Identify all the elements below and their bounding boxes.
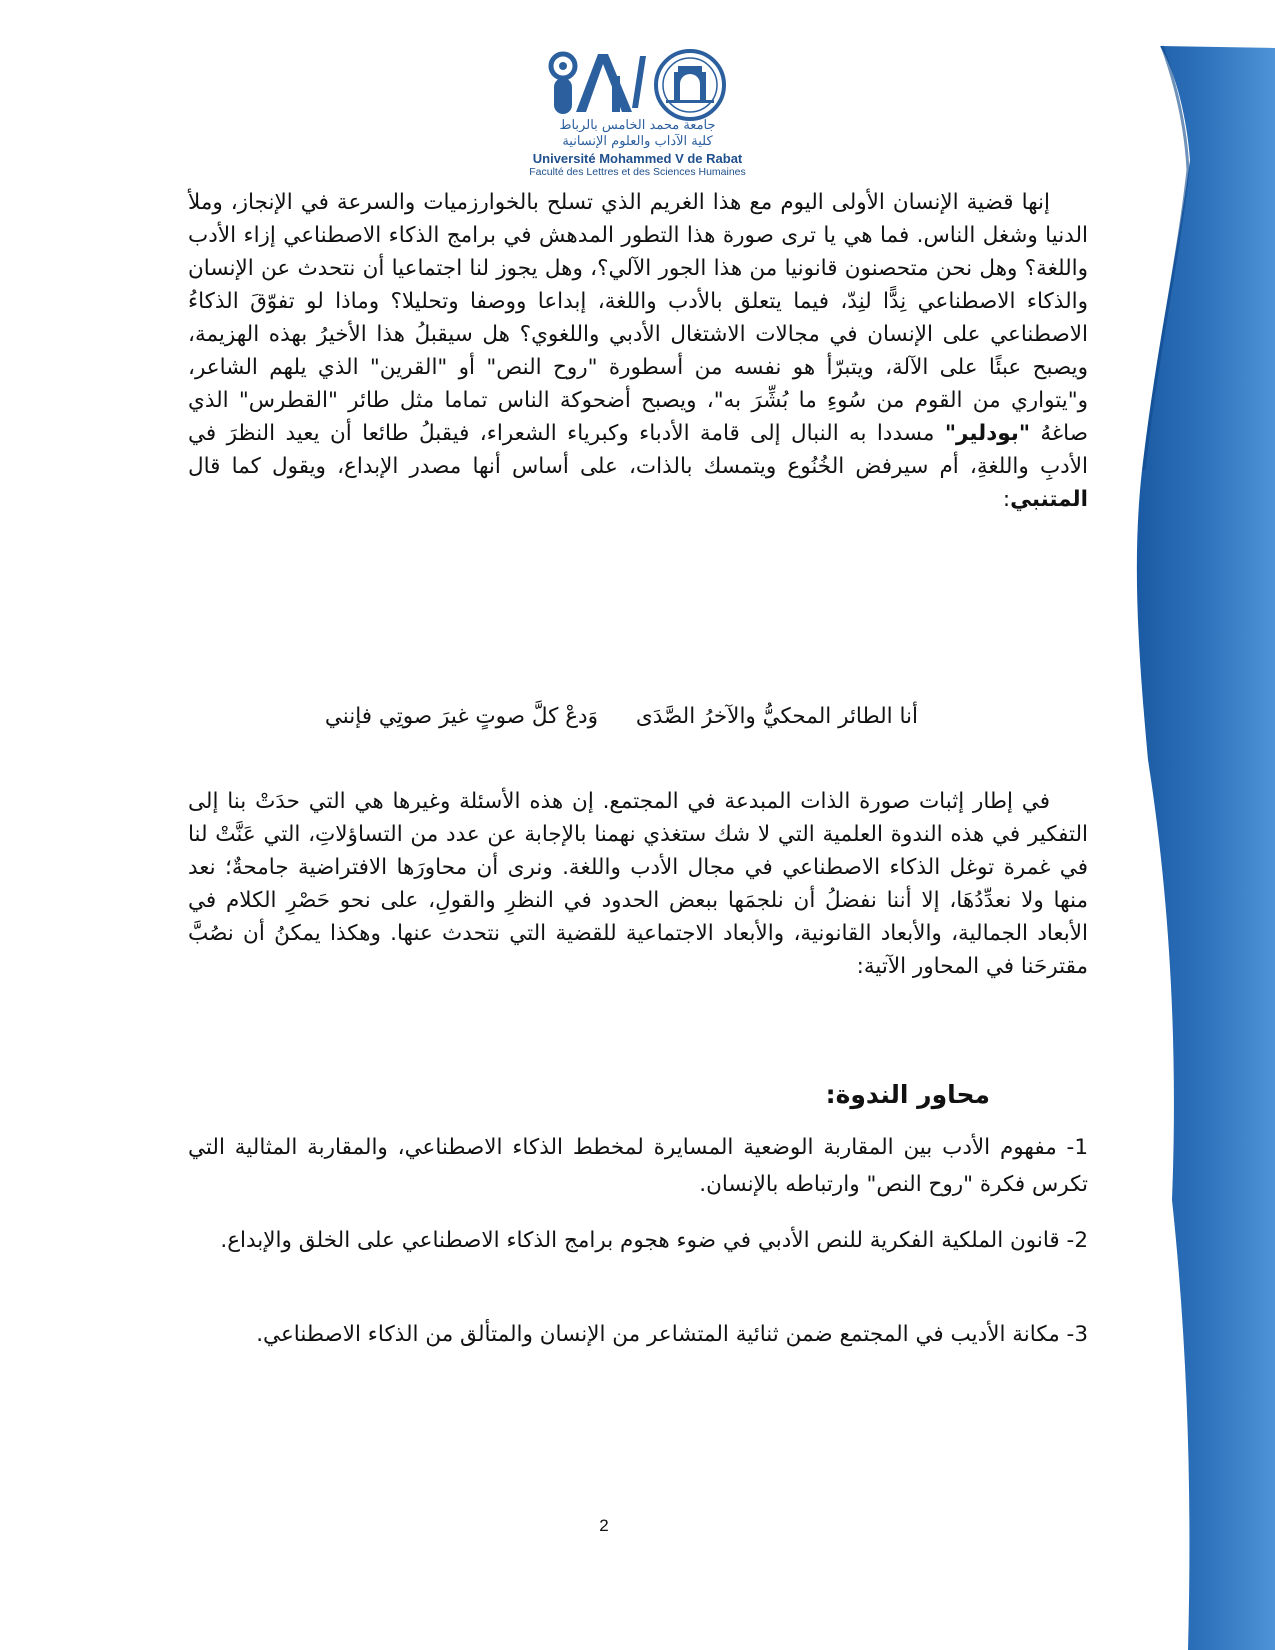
verse-second-hemistich: وَدعْ كلَّ صوتٍ غيرَ صوتِي فإنني [324, 704, 598, 729]
section-title: محاور الندوة: [825, 1080, 990, 1109]
verse-first-hemistich: أنا الطائر المحكيُّ والآخرُ الصَّدَى [635, 704, 918, 729]
mutanabbi-name: المتنبي [1010, 487, 1088, 512]
axis-item-2: 2- قانون الملكية الفكرية للنص الأدبي في ضوء هجوم برامج الذكاء الاصطناعي على الخلق والإبداع. [220, 1228, 1088, 1253]
logo-arabic-faculty-name: كلية الآداب والعلوم الإنسانية [562, 134, 713, 149]
page-number: 2 [599, 1516, 609, 1535]
faculty-emblem-icon [540, 48, 736, 122]
mutanabbi-colon: : [1002, 487, 1011, 512]
axis-item-1: 1- مفهوم الأدب بين المقاربة الوضعية المسايرة لمخطط الذكاء الاصطناعي، والمقاربة المثالية التي تكرس فكرة "روح النص" وارتباطه بالإنسان. [188, 1135, 1088, 1197]
university-logo [500, 48, 775, 178]
context-paragraph: في إطار إثبات صورة الذات المبدعة في المجتمع. إن هذه الأسئلة وغيرها هي التي حدَتْ بنا إلى التفكير في هذه الندوة العلمية التي لا شك ستغذي نهمنا بالإجابة عن عدد من التساؤلاتِ، التي عَنَّتْ لنا في غمرة توغل الذكاء الاصطناعي في مجال الأدب واللغة. ونرى أن محاورَها الافتراضية جامحةٌ؛ نعد منها ولا نعدِّدُهَا، إلا أننا نفضلُ أن نلجمَها ببعض الحدود في النظرِ والقولِ، على نحو حَصْرِ الكلام في الأبعاد الجمالية، والأبعاد القانونية، والأبعاد الاجتماعية للقضية التي نتحدث عنها. وهكذا يمكنُ أن نصُبَّ مقترحَنا في المحاور الآتية: [188, 789, 1088, 979]
intro-paragraph-main: إنها قضية الإنسان الأولى اليوم مع هذا الغريم الذي تسلح بالخوارزميات والسرعة في الإنجاز، وملأ الدنيا وشغل الناس. فما هي يا ترى صورة هذا التطور المدهش في برامج الذكاء الاصطناعي إزاء الأدب واللغة؟ وهل نحن متحصنون قانونيا من هذا الجور الآلي؟، وهل يجوز لنا اجتماعيا أن نتحدث عن الإنسان والذكاء الاصطناعي نِدًّا لنِدّ، فيما يتعلق بالأدب واللغة، إبداعا ووصفا وتحليلا؟ وماذا لو تفوّقَ الذكاءُ الاصطناعي على الإنسان في مجالات الاشتغال الأدبي واللغوي؟ هل سيقبلُ هذا الأخيرُ بهذه الهزيمة، ويصبح عبئًا على الآلة، ويتبرّأ هو نفسه من أسطورة "روح النص" أو "القرين" الذي يلهم الشاعر، و"يتواري من القوم من سُوءِ ما بُشِّرَ به"، ويصبح أضحوكة الناس تماما مثل طائر "القطرس" الذي صاغهُ [188, 190, 1088, 446]
axis-item-3: 3- مكانة الأديب في المجتمع ضمن ثنائية المتشاعر من الإنسان والمتألق من الذكاء الاصطناعي. [256, 1322, 1088, 1347]
baudelaire-name: "بودلير" [944, 421, 1031, 446]
intro-paragraph [188, 186, 1088, 516]
logo-french-university-name: Université Mohammed V de Rabat [532, 151, 743, 166]
intro-paragraph-tail: مسددا به النبال إلى قامة الأدباء وكبرياء الشعراء، فيقبلُ طائعا أن يعيد النظرَ في الأدبِ واللغةِ، أم سيرفض الخُنُوع ويتمسك بالذات، على أساس أنها مصدر الإبداع، ويقول كما قال [188, 421, 1088, 479]
decorative-side-band [1120, 0, 1275, 1650]
logo-french-faculty-name: Faculté des Lettres et des Sciences Humaines [529, 166, 746, 178]
logo-arabic-university-name: جامعة محمد الخامس بالرباط [559, 118, 716, 133]
